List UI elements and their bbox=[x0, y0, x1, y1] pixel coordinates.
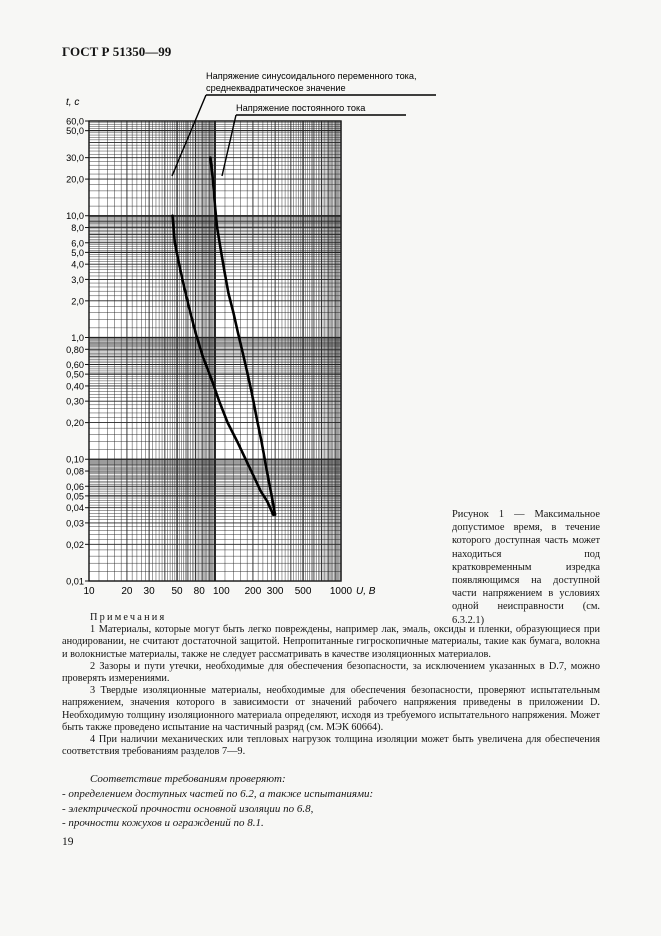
x-tick-label: 10 bbox=[83, 586, 95, 597]
y-tick-label: 2,0 bbox=[71, 296, 84, 307]
y-tick-label: 4,0 bbox=[71, 259, 84, 270]
x-tick-label: 80 bbox=[193, 586, 205, 597]
x-tick-label: 1000 bbox=[329, 586, 353, 597]
y-tick-label: 50,0 bbox=[66, 126, 84, 137]
y-tick-label: 0,02 bbox=[66, 539, 84, 550]
compliance-section bbox=[62, 772, 600, 831]
compliance-item: - прочности кожухов и ограждений по 8.1. bbox=[62, 817, 264, 830]
y-tick-label: 0,06 bbox=[66, 481, 84, 492]
compliance-item: - определением доступных частей по 6.2, а также испытаниями: bbox=[62, 787, 374, 800]
y-tick-label: 0,05 bbox=[66, 491, 84, 502]
y-tick-label: 0,08 bbox=[66, 466, 84, 477]
y-tick-label: 8,0 bbox=[71, 223, 84, 234]
y-tick-label: 0,04 bbox=[66, 503, 84, 514]
legend-label-ac-cont: среднеквадратическое значение bbox=[206, 83, 346, 93]
page-number: 19 bbox=[62, 836, 74, 848]
compliance-item: - электрической прочности основной изоляции по 6.8, bbox=[62, 802, 314, 815]
chart-grid bbox=[89, 121, 341, 581]
y-tick-label: 6,0 bbox=[71, 238, 84, 249]
x-tick-label: 30 bbox=[143, 586, 155, 597]
y-axis-label: t, c bbox=[66, 97, 80, 108]
x-tick-label: 20 bbox=[121, 586, 133, 597]
y-tick-label: 0,01 bbox=[66, 576, 84, 587]
y-tick-label: 0,30 bbox=[66, 396, 84, 407]
y-tick-label: 30,0 bbox=[66, 153, 84, 164]
y-tick-label: 0,20 bbox=[66, 418, 84, 429]
document-header: ГОСТ Р 51350—99 bbox=[62, 44, 172, 59]
y-tick-label: 20,0 bbox=[66, 174, 84, 185]
x-tick-label: 300 bbox=[266, 586, 284, 597]
y-tick-label: 60,0 bbox=[66, 116, 84, 127]
y-tick-label: 10,0 bbox=[66, 211, 84, 222]
note-item: 4 При наличии механических или тепловых нагрузок толщина изоляции может быть увеличена для обеспечения соответствия требованиям разделов 7—9. bbox=[62, 734, 600, 758]
compliance-intro: Соответствие требованиям проверяют: bbox=[90, 773, 286, 785]
note-item: 2 Зазоры и пути утечки, необходимые для обеспечения безопасности, за исключением указанных в D.7, можно проверять измерениями. bbox=[62, 660, 600, 685]
y-tick-label: 5,0 bbox=[71, 247, 84, 258]
y-tick-label: 0,10 bbox=[66, 454, 84, 465]
y-tick-label: 1,0 bbox=[71, 332, 84, 343]
figure-caption: Рисунок 1 — Максимальное допустимое время, в течение которого доступная часть может находиться под кратковременным изредка появляющимся на доступной части напряжением в условиях одной неисправности (см. 6.3.2.1) bbox=[452, 509, 600, 626]
note-item: 1 Материалы, которые могут быть легко повреждены, например лак, эмаль, оксиды и пленки, образующиеся при анодировании, не считают достаточной защитой. Непропитанные гигроскопичные материалы, такие как бумага, волокна и волокнистые материалы, также не следует рассматривать в качестве изоляционных материалов. bbox=[62, 624, 600, 660]
x-tick-label: 500 bbox=[294, 586, 312, 597]
x-tick-label: 200 bbox=[244, 586, 262, 597]
y-tick-label: 0,50 bbox=[66, 369, 84, 380]
x-tick-label: 50 bbox=[171, 586, 183, 597]
x-tick-label: 100 bbox=[213, 586, 230, 597]
y-tick-label: 0,60 bbox=[66, 360, 84, 371]
y-tick-label: 3,0 bbox=[71, 274, 84, 285]
legend-label-dc: Напряжение постоянного тока bbox=[236, 103, 366, 113]
y-tick-label: 0,40 bbox=[66, 381, 84, 392]
x-axis-label: U, B bbox=[356, 586, 376, 597]
y-tick-label: 0,03 bbox=[66, 518, 84, 529]
notes-heading: Примечания bbox=[90, 612, 167, 623]
y-tick-label: 0,80 bbox=[66, 344, 84, 355]
note-item: 3 Твердые изоляционные материалы, необходимые для обеспечения безопасности, проверяют испытательным напряжением, значения которого в зависимости от значений рабочего напряжения приведены в приложении D. Необходимую толщину изоляционного материала определяют, исходя из требуемого испытательного напряжения. Может быть также проведено испытание на частичный разряд (см. МЭК 60664). bbox=[62, 685, 600, 733]
legend-label-ac: Напряжение синусоидального переменного тока, bbox=[206, 71, 417, 81]
notes-section bbox=[62, 612, 600, 758]
